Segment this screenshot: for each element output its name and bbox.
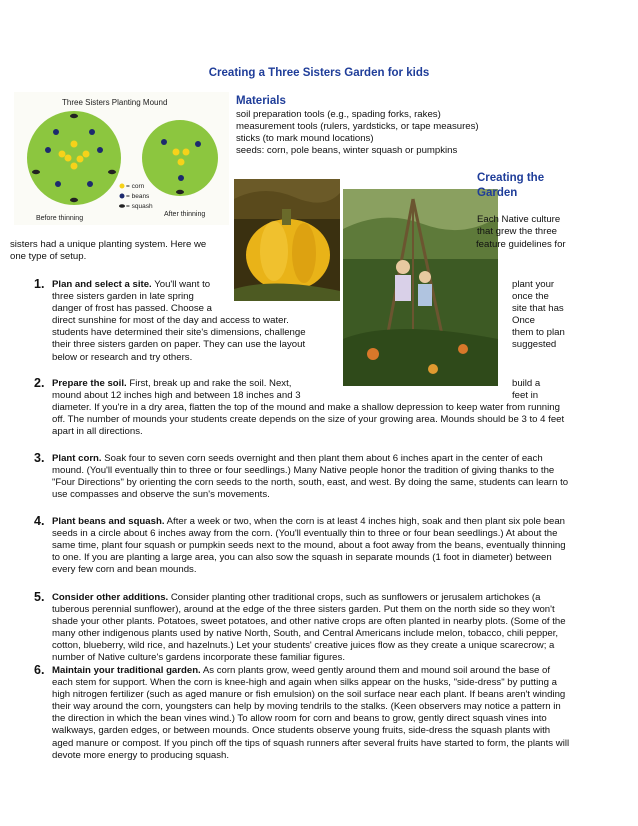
step-number: 5.: [34, 590, 45, 604]
step-2: [34, 376, 572, 438]
text-line: direct sunshine for most of the day and access to water.: [52, 315, 289, 327]
list-item: sticks (to mark mound locations): [236, 133, 374, 145]
step-title: Plant beans and squash.: [52, 516, 165, 527]
step-number: 6.: [34, 663, 45, 677]
step-number: 1.: [34, 277, 45, 291]
materials-heading: Materials: [236, 95, 286, 107]
step-text: Consider planting other traditional crops, such as sunflowers or jerusalem artichokes (a tuberous perennial sunflower), around at the edge of the three sisters garden. Put them on the north side so they won't shade your other plants. Potatoes, sweet potatoes, and other native crops are often planted in nearby plots. (Some of the many other indigenous plants used by native North, South, and Central Americans include melon, tobacco, chili pepper, cotton, blueberry, wild rice, and hazelnuts.) Let your students' creative juices flow as they create a unique scarecrow; a number of Native culture's gardens incorporate these familiar figures.: [52, 592, 566, 664]
text-line: You'll want to: [154, 279, 211, 290]
text-line: that grew the three: [477, 226, 557, 238]
text-line: sisters had a unique planting system. Here we: [10, 239, 207, 250]
text-line: diameter. If you're in a dry area, flatten the top of the mound and make a shallow depression to keep water from running off. The number of mounds your students create depends on the size of your growing area. Mounds should be 3 to 4 feet apart in all directions.: [52, 402, 565, 438]
list-item: seeds: corn, pole beans, winter squash or pumpkins: [236, 145, 458, 157]
step-text: Soak four to seven corn seeds overnight and then plant them about 6 inches apart in the center of each mound. (You'll eventually thin to three or four seedlings.) Many Native people honor the tradition of giving thanks to the "Four Directions" by orienting the corn seeds to the north, south, east, and west. By doing the same, students can learn to use compasses and observe the sun's movements.: [52, 453, 569, 501]
text-line: build a: [512, 378, 541, 389]
step-1: [34, 277, 572, 365]
intro-paragraph: [10, 239, 628, 263]
text-line: Once: [512, 315, 535, 327]
text-line: Each Native culture: [477, 214, 561, 225]
text-line: once the: [512, 291, 549, 303]
text-line: danger of frost has passed. Choose a: [52, 303, 212, 315]
diagram-after-label: After thinning: [164, 211, 206, 218]
creating-garden-text: [477, 214, 627, 238]
text-line: First, break up and rake the soil. Next,: [129, 378, 292, 389]
text-line: feet in: [512, 390, 539, 402]
text-line: one type of setup.: [10, 251, 87, 263]
step-5: [34, 590, 572, 665]
list-item: soil preparation tools (e.g., spading forks, rakes): [236, 109, 441, 120]
diagram-before-label: Before thinning: [36, 215, 84, 222]
svg-text:= beans: = beans: [126, 193, 150, 200]
step-number: 3.: [34, 451, 45, 465]
mound-after: [142, 120, 218, 196]
mound-before: [27, 111, 121, 205]
svg-text:= corn: = corn: [126, 183, 145, 190]
text-line: site that has: [512, 303, 564, 315]
list-item: measurement tools (rulers, yardsticks, or tape measures): [236, 121, 479, 133]
step-number: 2.: [34, 376, 45, 390]
creating-garden-heading: Creating the Garden: [477, 172, 545, 199]
step-title: Maintain your traditional garden.: [52, 665, 201, 676]
text-line: suggested: [512, 339, 557, 351]
svg-text:= squash: = squash: [126, 203, 153, 210]
step-title: Prepare the soil.: [52, 378, 127, 389]
text-line: plant your: [512, 279, 555, 290]
text-line: mound about 12 inches high and between 18 inches and 3: [52, 390, 301, 402]
text-line: below or research and try others.: [52, 351, 193, 363]
text-line: feature guidelines for: [476, 239, 566, 250]
materials-list: [236, 109, 536, 157]
step-4: [34, 514, 572, 576]
step-title: Plant corn.: [52, 453, 102, 464]
text-line: students have determined their site's dimensions, challenge: [52, 327, 306, 339]
text-line: them to plan: [512, 327, 565, 339]
diagram-title: Three Sisters Planting Mound: [62, 98, 168, 107]
planting-mound-diagram: [14, 92, 229, 225]
step-text: As corn plants grow, weed gently around them and mound soil around the base of each stem for support. When the corn is knee-high and again when silks appear on the husks, "side-dress" by putting a high nitrogen fertilizer (such as aged manure or fish emulsion) on the soil surface near each plant. If beans aren't winding their way around the corn, youngsters can help by moving tendrils to the stalks. (Keen observers may notice a pattern in the direction in which the bean vines wind.) To allow room for corn and beans to grow, gently direct squash vines into walkways, garden edges, or between mounds. Once students observe young fruits, side-dress the squash plants with aged manure or compost. If you pinch off the tips of squash runners after several fruits have started to form, the plants will devote more energy to producing squash.: [52, 665, 570, 761]
step-title: Consider other additions.: [52, 592, 169, 603]
text-line: their three sisters garden on paper. They can use the layout: [52, 339, 306, 351]
step-number: 4.: [34, 514, 45, 528]
text-line: three sisters garden in late spring: [52, 291, 194, 303]
step-title: Plan and select a site.: [52, 279, 152, 290]
step-text: After a week or two, when the corn is at least 4 inches high, soak and then plant six pole bean seeds in a circle about 6 inches away from the corn. (You'll eventually thin to three or four bean seedlings.) At about the same time, plant four squash or pumpkin seeds next to the mound, about a foot away from the beans, eventually thinning to one. If you are planting a large area, you can also sow the squash in separate mounds (1 foot in diameter) between every few corn and bean mounds.: [52, 516, 566, 576]
step-6: [34, 663, 572, 762]
step-3: [34, 451, 572, 501]
page-title: Creating a Three Sisters Garden for kids: [208, 67, 430, 79]
